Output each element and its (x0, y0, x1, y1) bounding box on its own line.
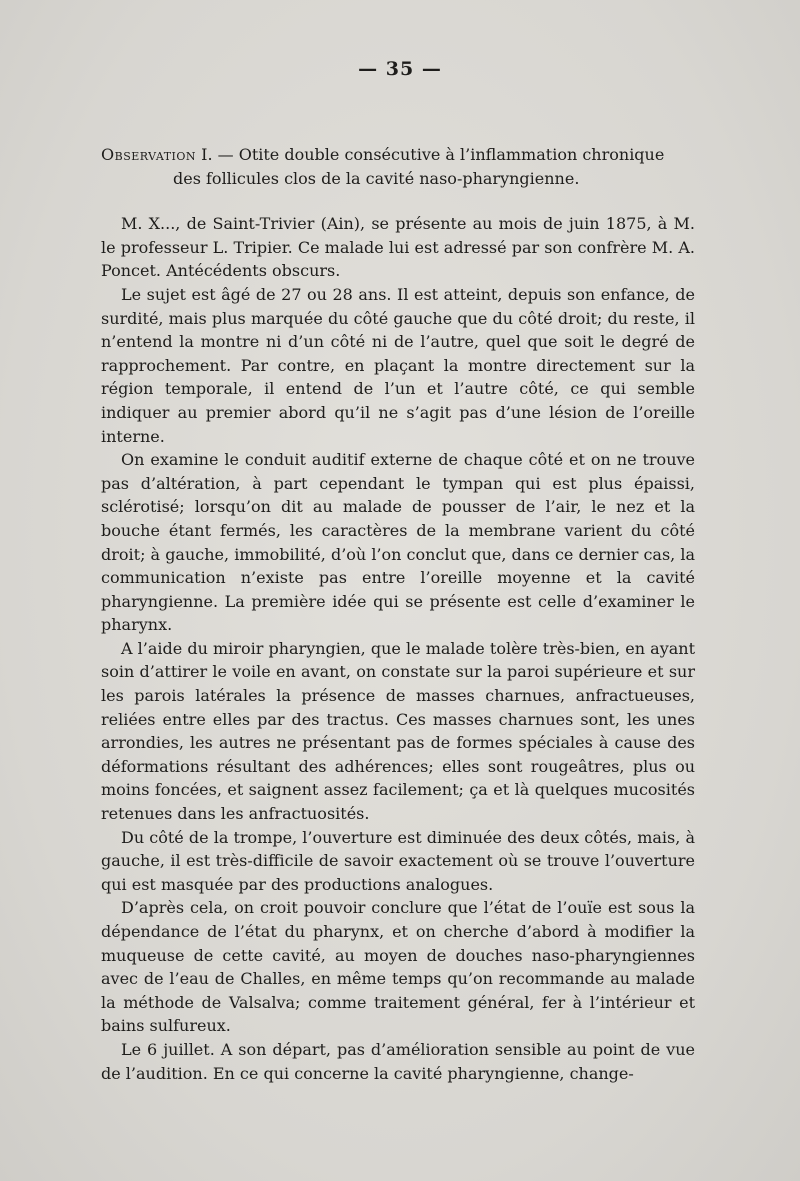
heading-title: I. — Otite double consécutive à l’inflammation chronique (196, 145, 665, 164)
paragraph-7: Le 6 juillet. A son départ, pas d’amélioration sensible au point de vue de l’audition. En ce qui concerne la cavité pharyngienne, change- (101, 1039, 695, 1083)
paragraph-1: M. X..., de Saint-Trivier (Ain), se présente au mois de juin 1875, à M. le professeur L. Tripier. Ce malade lui est adressé par son confrère M. A. Poncet. Antécédents obscurs. (101, 214, 695, 281)
heading-line-2: des follicules clos de la cavité naso-pharyngienne. (173, 168, 580, 188)
paragraph-6: D’après cela, on croit pouvoir conclure que l’état de l’ouïe est sous la dépendance de l’état du pharynx, et on cherche d’abord à modifier la muqueuse de cette cavité, au moyen de douches naso-pharyngiennes avec de l’eau de Challes, en même temps qu’on recommande au malade la méthode de Valsalva; comme traitement général, fer à l’intérieur et bains sulfureux. (101, 898, 695, 1036)
paragraph-3: On examine le conduit auditif externe de chaque côté et on ne trouve pas d’altération, à part cependant le tympan qui est plus épaissi, sclérotisé; lorsqu’on dit au malade de pousser de l’air, le nez et la bouche étant fermés, les caractères de la membrane varient du côté droit; à gauche, immobilité, d’où l’on conclut que, dans ce dernier cas, la communication n’existe pas entre l’oreille moyenne et la cavité pharyngienne. La première idée qui se présente est celle d’examiner le pharynx. (101, 450, 695, 635)
paragraph-4: A l’aide du miroir pharyngien, que le malade tolère très-bien, en ayant soin d’attirer le voile en avant, on constate sur la paroi supérieure et sur les parois latérales la présence de masses charnues, anfractueuses, reliées entre elles par des tractus. Ces masses charnues sont, les unes arrondies, les autres ne présentant pas de formes spéciales à cause des déformations résultant des adhérences; elles sont rougeâtres, plus ou moins foncées, et saignent assez facilement; ça et là quelques mucosités retenues dans les anfractuosités. (101, 638, 695, 824)
body-text (101, 143, 695, 1085)
observation-heading (101, 143, 695, 190)
observation-label: Observation (101, 145, 197, 164)
paragraph-2: Le sujet est âgé de 27 ou 28 ans. Il est atteint, depuis son enfance, de surdité, mais plus marquée du côté gauche que du côté droit; du reste, il n’entend la montre ni d’un côté ni de l’autre, quel que soit le degré de rapprochement. Par contre, en plaçant la montre directement sur la région temporale, il entend de l’un et l’autre côté, ce qui semble indiquer au premier abord qu’il ne s’agit pas d’une lésion de l’oreille interne. (101, 284, 695, 446)
heading-line-1 (101, 143, 695, 167)
page-number: — 35 — (358, 58, 442, 80)
paragraph-5: Du côté de la trompe, l’ouverture est diminuée des deux côtés, mais, à gauche, il est très-difficile de savoir exactement où se trouve l’ouverture qui est masquée par des productions analogues. (101, 827, 695, 894)
